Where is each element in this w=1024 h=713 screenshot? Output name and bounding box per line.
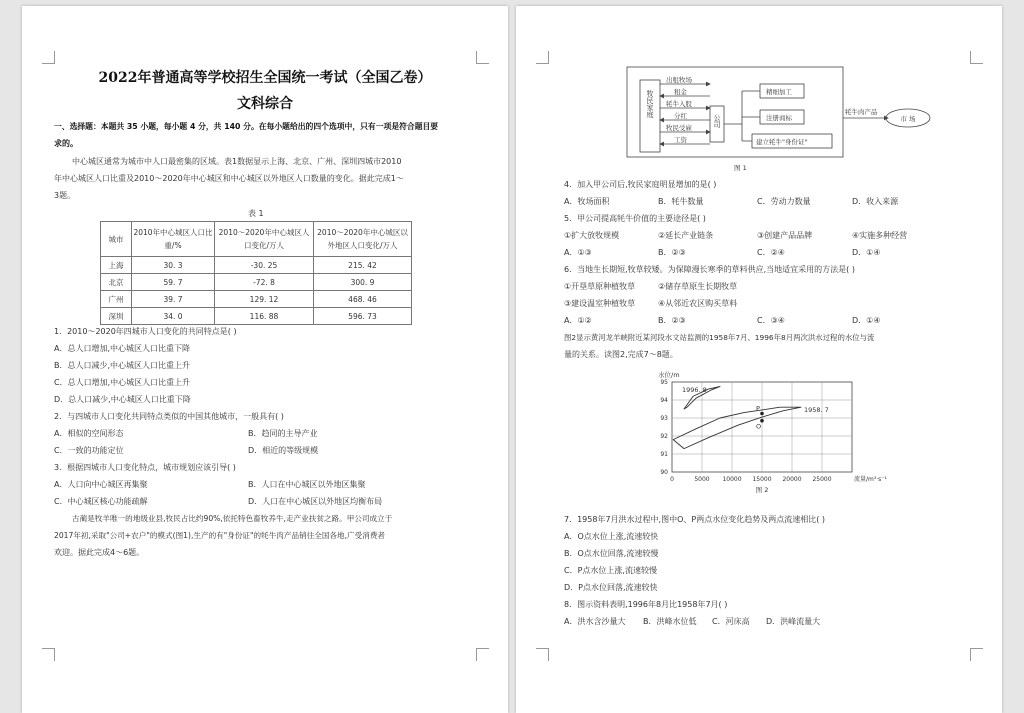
crop-mark [42, 648, 55, 661]
figure-1-caption: 图 1 [734, 164, 747, 172]
q5-statement-3: ③创建产品品牌 [757, 231, 813, 240]
q1-option-c[interactable]: C．总人口增加,中心城区人口比重上升 [54, 378, 191, 387]
q2-option-b[interactable]: B．趋同的主导产业 [248, 429, 318, 438]
table-cell: 34. 0 [132, 308, 215, 325]
crop-mark [42, 51, 55, 64]
q6-statement-1: ①开垦草原种植牧草 [564, 282, 636, 291]
branch-label: 注册商标 [766, 114, 792, 122]
q6-option-d[interactable]: D．①④ [852, 316, 881, 325]
passage-text: 图2显示黄河龙羊峡附近某河段水文站监测的1958年7月、1996年8月两次洪水过程的水位与流 [564, 333, 875, 342]
q6-statement-3: ③建设温室种植牧草 [564, 299, 636, 308]
product-label: 牦牛肉产品 [845, 108, 878, 116]
table-row [101, 291, 412, 308]
q5-option-b[interactable]: B．②③ [658, 248, 686, 257]
table-header: 城市 [101, 222, 132, 257]
q4-option-d[interactable]: D．收入来源 [852, 197, 899, 206]
y-tick-label: 95 [660, 379, 668, 386]
passage-text: 量的关系。读图2,完成7～8题。 [564, 350, 678, 359]
flow-label: 工资 [674, 136, 687, 144]
figure-2-caption: 图 2 [755, 486, 769, 494]
q3-option-a[interactable]: A．人口向中心城区再集聚 [54, 480, 148, 489]
q7-option-d[interactable]: D．P点水位回落,流速较快 [564, 583, 658, 592]
q2-option-d[interactable]: D．相近的等级规模 [248, 446, 319, 455]
q5-option-c[interactable]: C．②④ [757, 248, 785, 257]
passage-text: 欢迎。据此完成4～6题。 [54, 548, 145, 557]
q5-statement-2: ②延长产业链条 [658, 231, 714, 240]
table-cell: 深圳 [101, 308, 132, 325]
series-label: 1996. 8 [682, 386, 707, 395]
question-4-stem: 4．加入甲公司后,牧民家庭明显增加的是( ) [564, 180, 717, 189]
passage-text: 2017年初,采取"公司+农户"的模式(图1),生产的有"身份证"的牦牛肉产品销往全国各地,广受消费者 [54, 531, 386, 540]
q8-option-a[interactable]: A．洪水含沙量大 [564, 617, 626, 626]
figure-1-border [627, 67, 843, 157]
q3-option-c[interactable]: C．中心城区核心功能疏解 [54, 497, 148, 506]
table-cell: 上海 [101, 257, 132, 274]
table-cell: 39. 7 [132, 291, 215, 308]
intro-text: 年中心城区人口比重及2010～2020年中心城区和中心城区以外地区人口数量的变化。据此完成1～ [54, 174, 404, 183]
flow-label: 分红 [674, 112, 687, 120]
q8-option-c[interactable]: C．河床高 [712, 617, 750, 626]
crop-mark [476, 51, 489, 64]
q1-option-d[interactable]: D．总人口减少,中心城区人口比重下降 [54, 395, 191, 404]
table-cell: 广州 [101, 291, 132, 308]
q7-option-b[interactable]: B．O点水位回落,流速较慢 [564, 549, 659, 558]
q2-option-c[interactable]: C．一致的功能定位 [54, 446, 124, 455]
question-2-stem: 2．与四城市人口变化共同特点类似的中国其他城市，一般具有( ) [54, 412, 284, 421]
point-label: P [756, 404, 760, 413]
question-1-stem: 1．2010～2020年四城市人口变化的共同特点是( ) [54, 327, 237, 336]
table-cell: 59. 7 [132, 274, 215, 291]
intro-text: 3题。 [54, 191, 76, 200]
table-row [101, 308, 412, 325]
y-tick-label: 91 [660, 451, 668, 458]
passage-text: 古蔺是牧羊唯一的地级业县,牧民占比约90%,依托特色畜牧养牛,走产业扶贫之路。甲公司成立于 [72, 514, 393, 523]
table-cell: 300. 9 [314, 274, 412, 291]
x-tick-label: 20000 [782, 476, 802, 483]
q6-option-c[interactable]: C．③④ [757, 316, 785, 325]
figure-2-chart [636, 366, 906, 494]
crop-mark [476, 648, 489, 661]
branch-label: 建立牦牛"身份证" [756, 138, 808, 146]
exam-subtitle: 文科综合 [237, 96, 293, 112]
y-tick-label: 92 [660, 433, 668, 440]
q6-option-b[interactable]: B．②③ [658, 316, 686, 325]
table-row [101, 257, 412, 274]
crop-mark [536, 648, 549, 661]
q5-option-d[interactable]: D．①④ [852, 248, 881, 257]
q8-option-d[interactable]: D．洪峰流量大 [766, 617, 821, 626]
y-tick-label: 90 [660, 469, 668, 476]
q2-option-a[interactable]: A．相似的空间形态 [54, 429, 124, 438]
branch-label: 精细加工 [766, 88, 792, 96]
q3-option-d[interactable]: D．人口在中心城区以外地区均衡布局 [248, 497, 383, 506]
q1-option-b[interactable]: B．总人口减少,中心城区人口比重上升 [54, 361, 191, 370]
y-axis-label: 水位/m [658, 371, 680, 379]
series-label: 1958. 7 [804, 406, 829, 415]
page-right [516, 6, 1002, 713]
intro-text: 中心城区通常为城市中人口最密集的区域。表1数据显示上海、北京、广州、深圳四城市2010 [72, 157, 402, 166]
flow-label: 牧民受雇 [666, 124, 692, 132]
table-header: 2010年中心城区人口比重/% [132, 222, 215, 257]
table-caption: 表 1 [248, 209, 264, 218]
x-tick-label: 15000 [752, 476, 772, 483]
crop-mark [970, 648, 983, 661]
q5-statement-4: ④实施多种经营 [852, 231, 908, 240]
company-label: 公司 [713, 114, 721, 128]
y-tick-label: 93 [660, 415, 668, 422]
market-label: 市 场 [900, 115, 916, 123]
table-header: 2010～2020年中心城区以外地区人口变化/万人 [314, 222, 412, 257]
q7-option-c[interactable]: C．P点水位上涨,流速较慢 [564, 566, 657, 575]
table-1 [100, 221, 412, 325]
point-p [760, 412, 764, 416]
q4-option-c[interactable]: C．劳动力数量 [757, 197, 811, 206]
table-row [101, 274, 412, 291]
section-heading-cont: 求的。 [54, 139, 78, 148]
q8-option-b[interactable]: B．洪峰水位低 [643, 617, 697, 626]
q4-option-a[interactable]: A．牧场面积 [564, 197, 610, 206]
table-cell: 129. 12 [215, 291, 314, 308]
q6-statement-2: ②储存草原生长期牧草 [658, 282, 738, 291]
x-axis-label: 流量/m³·s⁻¹ [854, 476, 887, 483]
q4-option-b[interactable]: B．牦牛数量 [658, 197, 704, 206]
q6-statement-4: ④从邻近农区购买草料 [658, 299, 738, 308]
q7-option-a[interactable]: A．O点水位上涨,流速较快 [564, 532, 659, 541]
exam-title: 2022年普通高等学校招生全国统一考试（全国乙卷） [98, 70, 432, 86]
question-8-stem: 8．图示资料表明,1996年8月比1958年7月( ) [564, 600, 728, 609]
flow-label: 租金 [674, 88, 687, 96]
flow-label: 出租牧场 [666, 76, 692, 84]
question-6-stem: 6．当地生长期短,牧草较矮。为保障漫长寒季的草料供应,当地适宜采用的方法是( ) [564, 265, 855, 274]
table-cell: -72. 8 [215, 274, 314, 291]
series-2-loop [673, 404, 801, 448]
question-7-stem: 7．1958年7月洪水过程中,图中O、P两点水位变化趋势及两点流速相比( ) [564, 515, 825, 524]
q6-option-a[interactable]: A．①② [564, 316, 592, 325]
table-header: 2010～2020年中心城区人口变化/万人 [215, 222, 314, 257]
question-5-stem: 5．甲公司提高牦牛价值的主要途径是( ) [564, 214, 706, 223]
herder-family-char: 牧民家庭 [646, 90, 654, 118]
table-cell: 215. 42 [314, 257, 412, 274]
x-tick-label: 25000 [812, 476, 832, 483]
q3-option-b[interactable]: B．人口在中心城区以外地区集聚 [248, 480, 366, 489]
table-cell: 北京 [101, 274, 132, 291]
x-tick-label: 0 [670, 476, 674, 483]
table-cell: 116. 88 [215, 308, 314, 325]
section-heading: 一、选择题：本题共 35 小题，每小题 4 分，共 140 分。在每小题给出的四个选项中，只有一项是符合题目要 [54, 122, 439, 131]
y-tick-label: 94 [660, 397, 668, 404]
point-label: O [756, 422, 762, 431]
table-cell: 30. 3 [132, 257, 215, 274]
x-tick-label: 5000 [694, 476, 710, 483]
table-cell: -30. 25 [215, 257, 314, 274]
flow-label: 牦牛入股 [666, 100, 692, 108]
q1-option-a[interactable]: A．总人口增加,中心城区人口比重下降 [54, 344, 191, 353]
table-cell: 596. 73 [314, 308, 412, 325]
question-3-stem: 3．根据四城市人口变化特点，城市规划应该引导( ) [54, 463, 236, 472]
figure-1-diagram [626, 66, 936, 176]
q5-statement-1: ①扩大放牧规模 [564, 231, 620, 240]
x-tick-label: 10000 [722, 476, 742, 483]
crop-mark [970, 51, 983, 64]
crop-mark [536, 51, 549, 64]
q5-option-a[interactable]: A．①③ [564, 248, 592, 257]
page-left [22, 6, 508, 713]
table-cell: 468. 46 [314, 291, 412, 308]
